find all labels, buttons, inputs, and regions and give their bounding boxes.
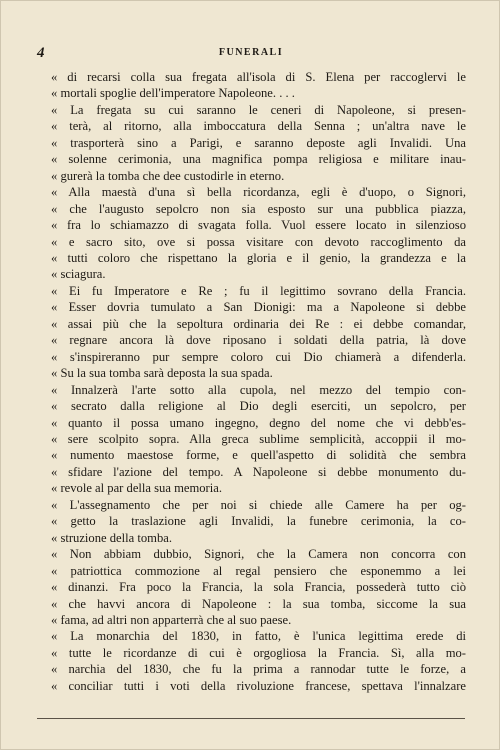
text-line: « trasporterà sino a Parigi, e saranno deposte agli Invalidi. Una [51, 135, 466, 150]
text-line: « sciagura. [51, 267, 106, 282]
text-line: « fama, ad altri non apparterrà che al suo paese. [51, 612, 292, 627]
text-line: « Su la sua tomba sarà deposta la sua spada. [51, 366, 273, 381]
page-number: 4 [37, 45, 45, 61]
text-line: « Innalzerà l'arte sotto alla cupola, nel mezzo del tempio con- [51, 382, 466, 397]
text-line: « La monarchia del 1830, in fatto, è l'unica legittima erede di [51, 629, 466, 644]
text-line: « e sacro sito, ove si possa visitare con devoto raccoglimento da [51, 234, 466, 249]
text-line: « dinanzi. Fra poco la Francia, la sola Francia, possederà tutto ciò [51, 580, 466, 595]
text-line: « terà, al ritorno, alla imboccatura della Senna ; un'altra nave le [51, 119, 466, 134]
text-line: « che l'augusto sepolcro non sia esposto sur una pubblica piazza, [51, 201, 466, 216]
text-line: « quanto il possa umano ingegno, degno del nome che vi debb'es- [51, 415, 466, 430]
text-line: « getto la traslazione agli Invalidi, la funebre cerimonia, la co- [51, 514, 466, 529]
text-line: « conciliar tutti i voti della rivoluzione francese, spettava l'innalzare [51, 678, 466, 693]
text-line: « Ei fu Imperatore e Re ; fu il legittimo sovrano della Francia. [51, 283, 466, 298]
text-line: « s'inspireranno pur sempre coloro cui Dio chiamerà a difenderla. [51, 349, 466, 364]
text-line: « narchia del 1830, che fu la prima a rannodar tutte le forze, a [51, 662, 466, 677]
text-line: « numento maestose forme, e quell'aspetto di solidità che sembra [51, 448, 466, 463]
text-line: « revole al par della sua memoria. [51, 481, 222, 496]
running-title: FUNERALI [218, 47, 284, 58]
body-text [51, 69, 466, 694]
text-line: « struzione della tomba. [51, 530, 173, 545]
text-line: « mortali spoglie dell'imperatore Napoleone. . . . [51, 86, 295, 101]
text-line: « regnare ancora là dove riposano i soldati della patria, là dove [51, 333, 466, 348]
text-line: « secrato dalla religione al Dio degli eserciti, un sepolcro, per [51, 399, 466, 414]
text-line: « Alla maestà d'una sì bella ricordanza, egli è d'uopo, o Signori, [51, 185, 466, 200]
text-line: « fra lo schiamazzo di svagata folla. Vuol essere locato in silenzioso [51, 218, 466, 233]
text-line: « La fregata su cui saranno le ceneri di Napoleone, si presen- [51, 102, 466, 117]
bottom-rule [37, 718, 465, 719]
text-line: « sere scolpito sopra. Alla greca sublime semplicità, accoppii il mo- [51, 431, 466, 446]
text-line: « patriottica commozione al regal pensiero che esponemmo a lei [51, 563, 466, 578]
text-line: « Non abbiam dubbio, Signori, che la Camera non concorra con [51, 547, 466, 562]
text-line: « assai più che la sepoltura ordinaria dei Re : ei debbe comandar, [51, 316, 466, 331]
text-line: « che havvi ancora di Napoleone : la sua tomba, siccome la sua [51, 596, 466, 611]
text-line: « di recarsi colla sua fregata all'isola di S. Elena per raccoglervi le [51, 70, 466, 84]
text-line: « tutti coloro che rispettano la gloria e il genio, la grandezza e la [51, 250, 466, 265]
text-line: « Esser dovria tumulato a San Dionigi: ma a Napoleone si debbe [51, 300, 466, 315]
text-line: « solenne cerimonia, una magnifica pompa religiosa e militare inau- [51, 152, 466, 167]
text-line: « gurerà la tomba che dee custodirle in eterno. [51, 168, 285, 183]
page-header [37, 45, 465, 61]
text-line: « sfidare l'azione del tempo. A Napoleone si debbe monumento du- [51, 464, 466, 479]
text-line: « tutte le ricordanze di cui è orgogliosa la Francia. Sì, alla mo- [51, 645, 466, 660]
text-line: « L'assegnamento che per noi si chiede alle Camere ha per og- [51, 497, 466, 512]
